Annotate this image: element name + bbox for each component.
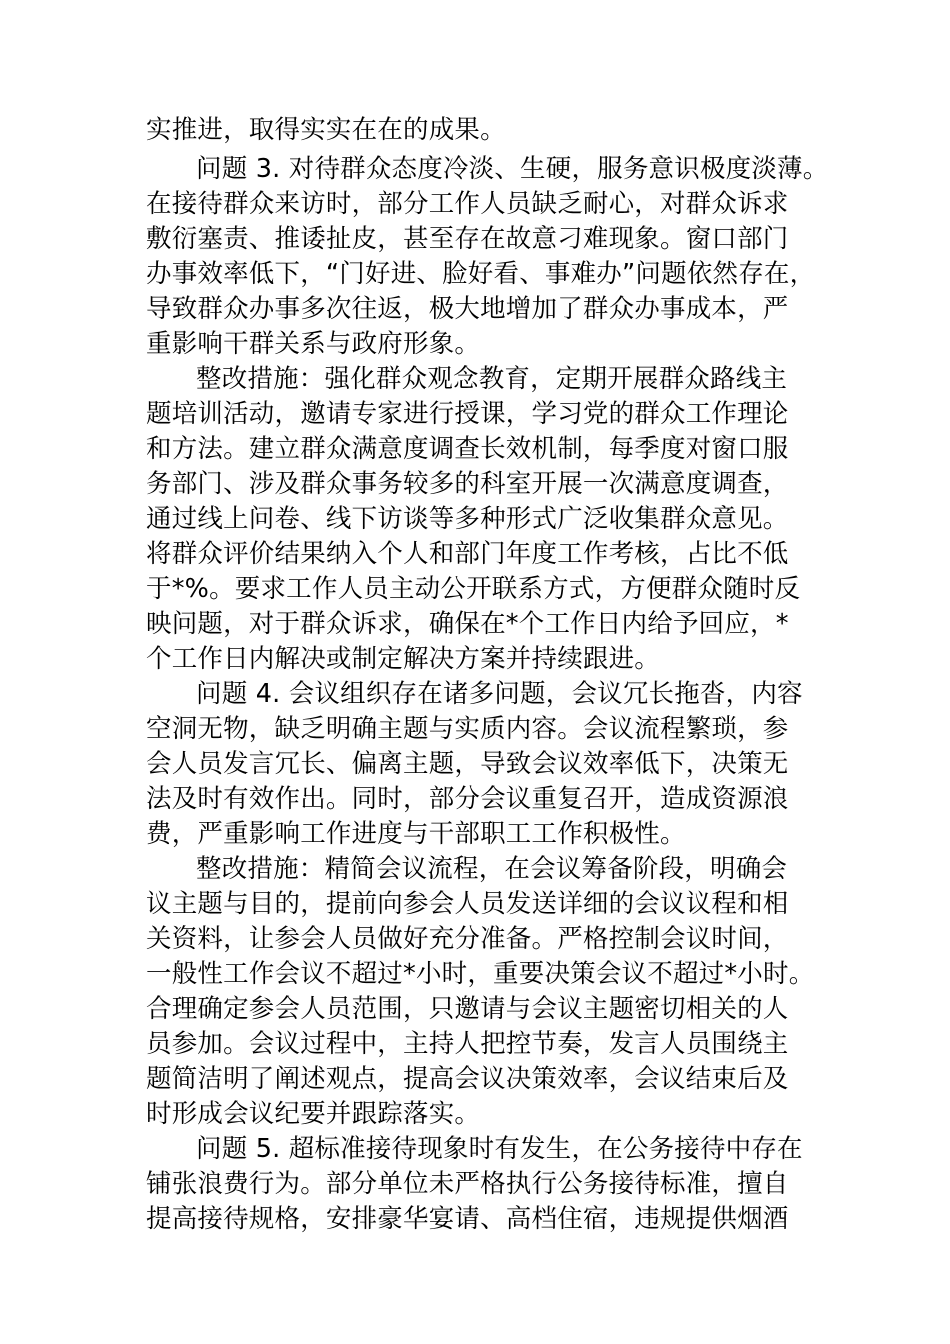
problem-5-heading: 问题 5. 超标准接待现象时有发生，在公务接待中存在 bbox=[196, 1134, 803, 1164]
text-line: 费，严重影响工作进度与干部职工工作积极性。 bbox=[146, 819, 686, 849]
text-line: 合理确定参会人员范围，只邀请与会议主题密切相关的人 bbox=[146, 994, 789, 1024]
problem-4-heading: 问题 4. 会议组织存在诸多问题，会议冗长拖沓，内容 bbox=[196, 679, 803, 709]
text-line: 敷衍塞责、推诿扯皮，甚至存在故意刁难现象。窗口部门 bbox=[146, 224, 789, 254]
text-line: 一般性工作会议不超过*小时，重要决策会议不超过*小时。 bbox=[146, 959, 815, 989]
text-line: 题简洁明了阐述观点，提高会议决策效率，会议结束后及 bbox=[146, 1064, 789, 1094]
text-line: 提高接待规格，安排豪华宴请、高档住宿，违规提供烟酒 bbox=[146, 1204, 789, 1234]
text-line: 议主题与目的，提前向参会人员发送详细的会议议程和相 bbox=[146, 889, 789, 919]
text-line: 在接待群众来访时，部分工作人员缺乏耐心，对群众诉求 bbox=[146, 189, 789, 219]
text-line: 铺张浪费行为。部分单位未严格执行公务接待标准，擅自 bbox=[146, 1169, 789, 1199]
text-line: 将群众评价结果纳入个人和部门年度工作考核，占比不低 bbox=[146, 539, 789, 569]
text-line: 空洞无物，缺乏明确主题与实质内容。会议流程繁琐，参 bbox=[146, 714, 789, 744]
text-line: 关资料，让参会人员做好充分准备。严格控制会议时间， bbox=[146, 924, 789, 954]
text-line: 办事效率低下，“门好进、脸好看、事难办”问题依然存在， bbox=[146, 259, 816, 289]
problem-3-heading: 问题 3. 对待群众态度冷淡、生硬，服务意识极度淡薄。 bbox=[196, 154, 829, 184]
text-line: 于*%。要求工作人员主动公开联系方式，方便群众随时反 bbox=[146, 574, 801, 604]
text-line: 会人员发言冗长、偏离主题，导致会议效率低下，决策无 bbox=[146, 749, 789, 779]
text-line: 时形成会议纪要并跟踪落实。 bbox=[146, 1099, 481, 1129]
text-line: 重影响干群关系与政府形象。 bbox=[146, 329, 481, 359]
text-line: 实推进，取得实实在在的成果。 bbox=[146, 115, 506, 145]
rectification-heading: 整改措施：强化群众观念教育，定期开展群众路线主 bbox=[196, 364, 788, 394]
text-line: 映问题，对于群众诉求，确保在*个工作日内给予回应，* bbox=[146, 609, 789, 639]
text-line: 员参加。会议过程中，主持人把控节奏，发言人员围绕主 bbox=[146, 1029, 789, 1059]
text-line: 法及时有效作出。同时，部分会议重复召开，造成资源浪 bbox=[146, 784, 789, 814]
text-line: 个工作日内解决或制定解决方案并持续跟进。 bbox=[146, 644, 661, 674]
text-line: 题培训活动，邀请专家进行授课，学习党的群众工作理论 bbox=[146, 399, 789, 429]
text-line: 务部门、涉及群众事务较多的科室开展一次满意度调查， bbox=[146, 469, 789, 499]
text-line: 和方法。建立群众满意度调查长效机制，每季度对窗口服 bbox=[146, 434, 789, 464]
text-line: 导致群众办事多次往返，极大地增加了群众办事成本，严 bbox=[146, 294, 789, 324]
text-line: 通过线上问卷、线下访谈等多种形式广泛收集群众意见。 bbox=[146, 504, 789, 534]
rectification-heading: 整改措施：精简会议流程，在会议筹备阶段，明确会 bbox=[196, 854, 788, 884]
